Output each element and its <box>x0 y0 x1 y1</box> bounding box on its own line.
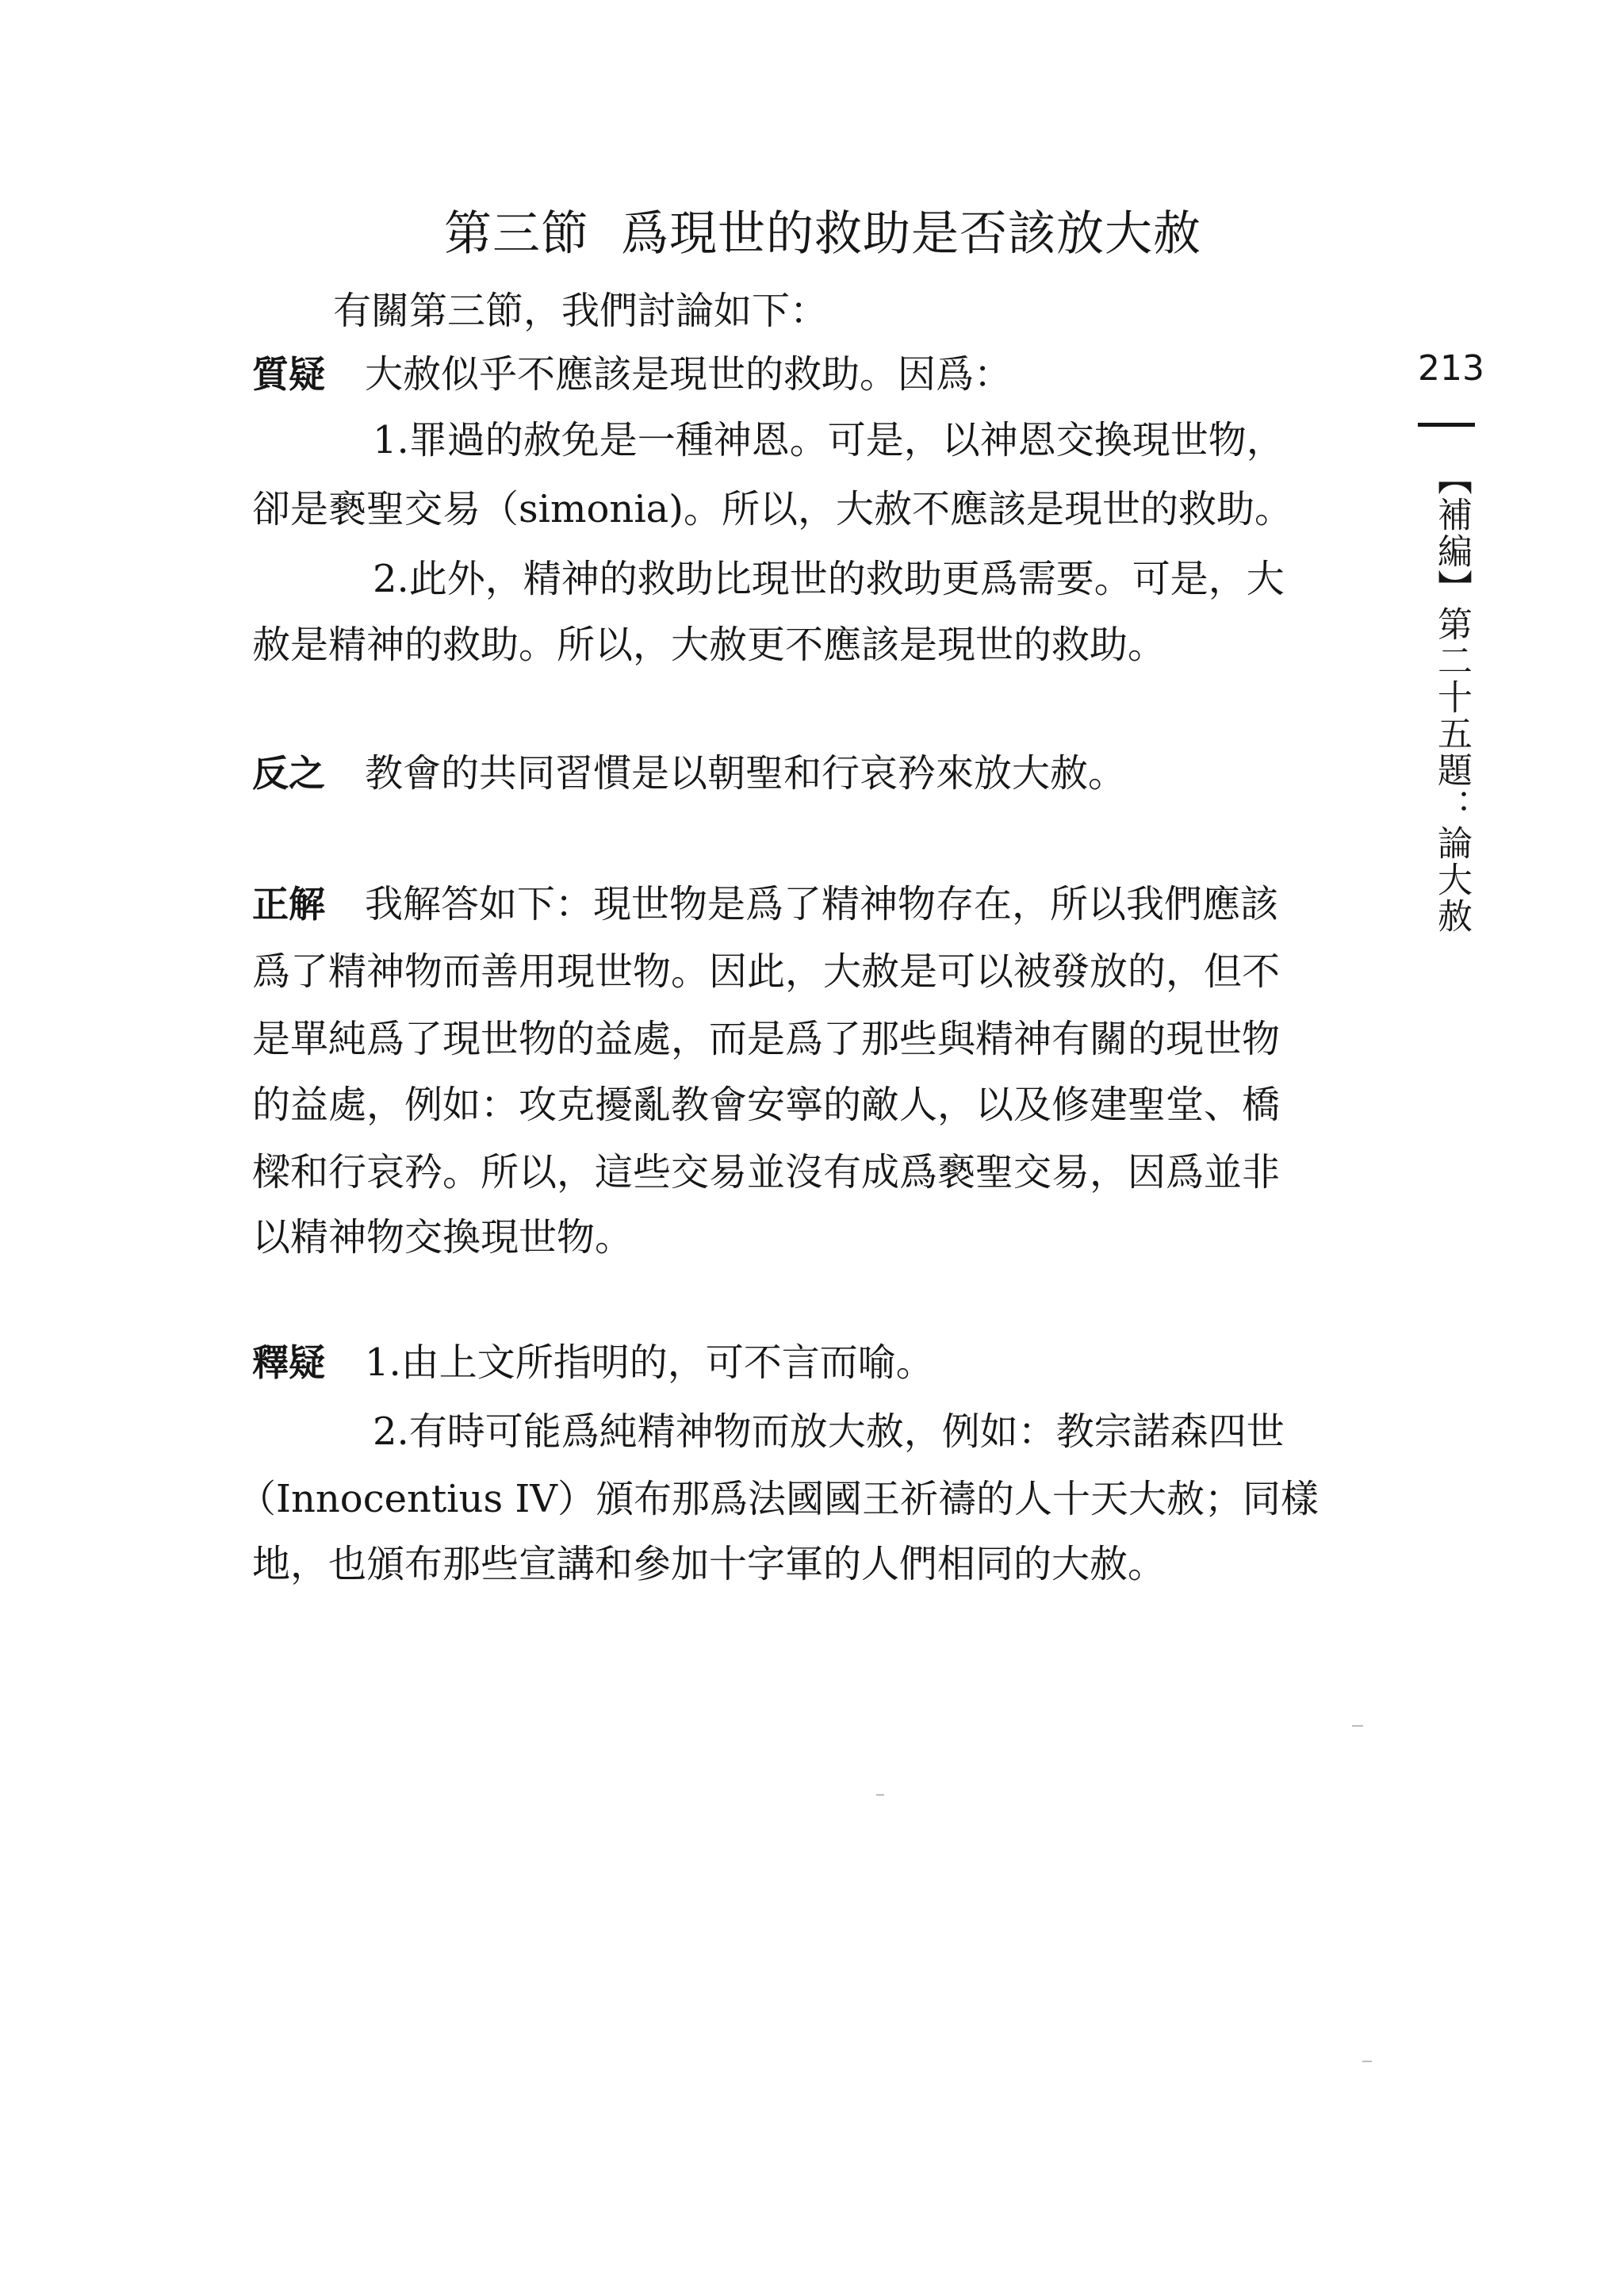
response-line-4: 的益處，例如：攻克擾亂教會安寧的敵人，以及修建聖堂、橋 <box>252 1083 1281 1127</box>
section-title <box>444 202 1237 266</box>
scan-speck <box>1362 2061 1372 2062</box>
scan-speck <box>1352 1725 1363 1727</box>
objections-label: 質疑 <box>252 353 325 396</box>
replies-line-1 <box>252 1339 934 1386</box>
response-line-5: 樑和行哀矜。所以，這些交易並沒有成爲褻聖交易，因爲並非 <box>252 1150 1281 1194</box>
page-number: 213 <box>1418 348 1484 389</box>
objections-lead-line <box>252 351 1012 398</box>
sed-contra-label: 反之 <box>252 752 325 795</box>
reply-2-line-1: 2.有時可能爲純精神物而放大赦，例如：教宗諾森四世 <box>373 1409 1285 1454</box>
objection-2-line-1: 2.此外，精神的救助比現世的救助更爲需要。可是，大 <box>373 557 1285 601</box>
objections-lead: 大赦似乎不應該是現世的救助。因爲： <box>365 352 1013 397</box>
scan-speck <box>876 1794 884 1796</box>
intro-line: 有關第三節，我們討論如下： <box>333 289 829 333</box>
replies-label: 釋疑 <box>252 1341 325 1384</box>
objection-2-line-2: 赦是精神的救助。所以，大赦更不應該是現世的救助。 <box>252 623 1166 667</box>
reply-2-line-2: （Innocentius IV）頒布那爲法國國王祈禱的人十天大赦；同樣 <box>238 1477 1319 1521</box>
objection-1-line-1: 1.罪過的赦免是一種神恩。可是，以神恩交換現世物， <box>373 418 1285 462</box>
sed-contra-line <box>252 750 1126 797</box>
sed-contra-text: 教會的共同習慣是以朝聖和行哀矜來放大赦。 <box>365 751 1127 796</box>
response-line-2: 爲了精神物而善用現世物。因此，大赦是可以被發放的，但不 <box>252 949 1281 994</box>
margin-rule <box>1418 423 1475 427</box>
objection-1-line-2: 卻是褻聖交易（simonia)。所以，大赦不應該是現世的救助。 <box>252 487 1293 531</box>
section-number: 第三節 <box>444 206 589 262</box>
running-head: 【補編】第二十五題：論大赦 <box>1431 460 1472 934</box>
reply-1-text: 1.由上文所指明的，可不言而喻。 <box>365 1340 934 1385</box>
section-heading: 爲現世的救助是否該放大赦 <box>621 206 1201 262</box>
reply-2-line-3: 地，也頒布那些宣講和參加十字軍的人們相同的大赦。 <box>252 1542 1166 1586</box>
response-text-1: 我解答如下：現世物是爲了精神物存在，所以我們應該 <box>365 882 1279 926</box>
response-line-6: 以精神物交換現世物。 <box>252 1215 634 1260</box>
response-label: 正解 <box>252 883 325 926</box>
response-line-1 <box>252 880 1278 928</box>
response-line-3: 是單純爲了現世物的益處，而是爲了那些與精神有關的現世物 <box>252 1017 1281 1061</box>
